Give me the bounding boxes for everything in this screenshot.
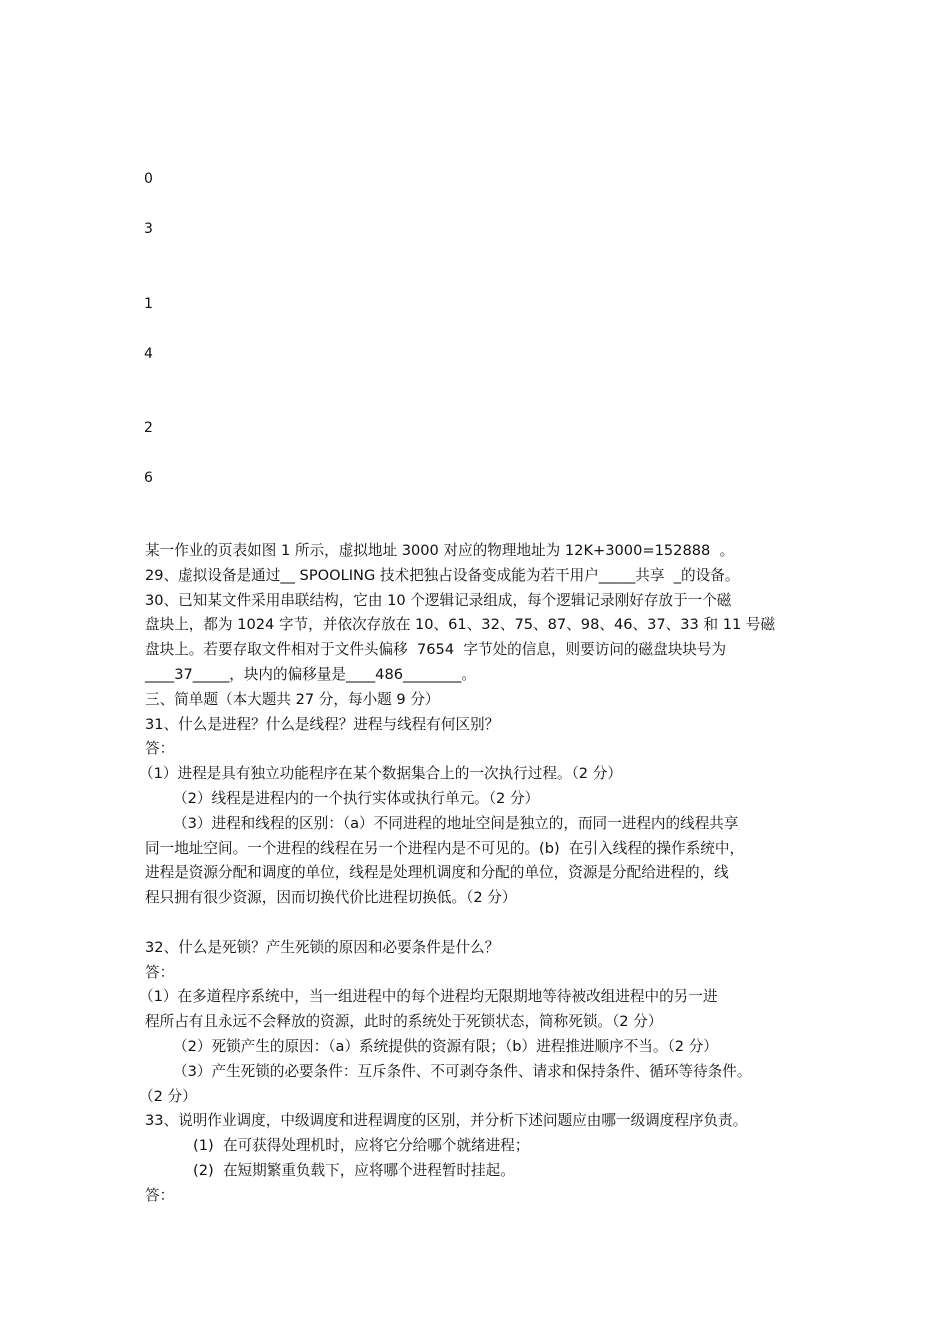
answer-31-line: 程只拥有很少资源，因而切换代价比进程切换低。（2 分）	[145, 889, 517, 907]
answer-31-item-2: （2）线程是进程内的一个执行实体或执行单元。（2 分）	[173, 789, 540, 807]
answer-32-item-3: （3）产生死锁的必要条件：互斥条件、不可剥夺条件、请求和保持条件、循环等待条件。	[173, 1062, 752, 1080]
answer-31-line: 同一地址空间。一个进程的线程在另一个进程内是不可见的。(b) 在引入线程的操作系统中，	[145, 839, 745, 857]
question-33-item-1: (1) 在可获得处理机时，应将它分给哪个就绪进程；	[193, 1137, 530, 1155]
answer-label: 答：	[145, 1186, 175, 1204]
page-table-entry: 1	[144, 296, 153, 312]
answer-31-line: 进程是资源分配和调度的单位，线程是处理机调度和分配的单位，资源是分配给进程的，线	[145, 864, 729, 882]
answer-label: 答：	[145, 963, 175, 981]
answer-32-line: 程所占有且永远不会释放的资源，此时的系统处于死锁状态，简称死锁。（2 分）	[145, 1013, 663, 1031]
question-30-line: ____37_____，块内的偏移量是____486________。	[145, 665, 477, 683]
question-29: 29、虚拟设备是通过__ SPOOLING 技术把独占设备变成能为若干用户_____共享 _的设备。	[145, 566, 740, 584]
answer-32-item-1: （1）在多道程序系统中，当一组进程中的每个进程均无限期地等待被改组进程中的另一进	[139, 988, 718, 1006]
question-32: 32、什么是死锁？产生死锁的原因和必要条件是什么？	[145, 938, 500, 956]
answer-28: 某一作业的页表如图 1 所示，虚拟地址 3000 对应的物理地址为 12K+3000=152888 。	[145, 542, 735, 559]
page-table-entry: 4	[144, 346, 153, 362]
answer-32-line: （2 分）	[139, 1087, 197, 1105]
section-heading: 三、简单题（本大题共 27 分，每小题 9 分）	[145, 690, 440, 708]
question-30-line: 盘块上。若要存取文件相对于文件头偏移 7654 字节处的信息，则要访问的磁盘块块号为	[145, 641, 727, 659]
page-table-entry: 6	[144, 470, 153, 486]
question-30-line: 30、已知某文件采用串联结构，它由 10 个逻辑记录组成，每个逻辑记录刚好存放于一个磁	[145, 591, 732, 609]
document-body	[139, 539, 815, 1209]
page-table-entry: 3	[144, 221, 153, 237]
answer-31-item-3: （3）进程和线程的区别：（a）不同进程的地址空间是独立的，而同一进程内的线程共享	[173, 814, 739, 832]
answer-label: 答：	[145, 740, 175, 758]
answer-31-item-1: （1）进程是具有独立功能程序在某个数据集合上的一次执行过程。（2 分）	[139, 765, 622, 783]
question-33: 33、说明作业调度，中级调度和进程调度的区别，并分析下述问题应由哪一级调度程序负责。	[145, 1112, 748, 1130]
question-31: 31、什么是进程？什么是线程？进程与线程有何区别？	[145, 715, 500, 733]
question-30-line: 盘块上，都为 1024 字节，并依次存放在 10、61、32、75、87、98、46、37、33 和 11 号磁	[145, 616, 776, 634]
page-table-entry: 0	[144, 171, 153, 187]
answer-32-item-2: （2）死锁产生的原因：（a）系统提供的资源有限；（b）进程推进顺序不当。（2 分）	[173, 1037, 718, 1055]
question-33-item-2: (2) 在短期繁重负载下，应将哪个进程暂时挂起。	[193, 1161, 515, 1179]
spacer	[145, 911, 815, 936]
page-table-entry: 2	[144, 420, 153, 436]
